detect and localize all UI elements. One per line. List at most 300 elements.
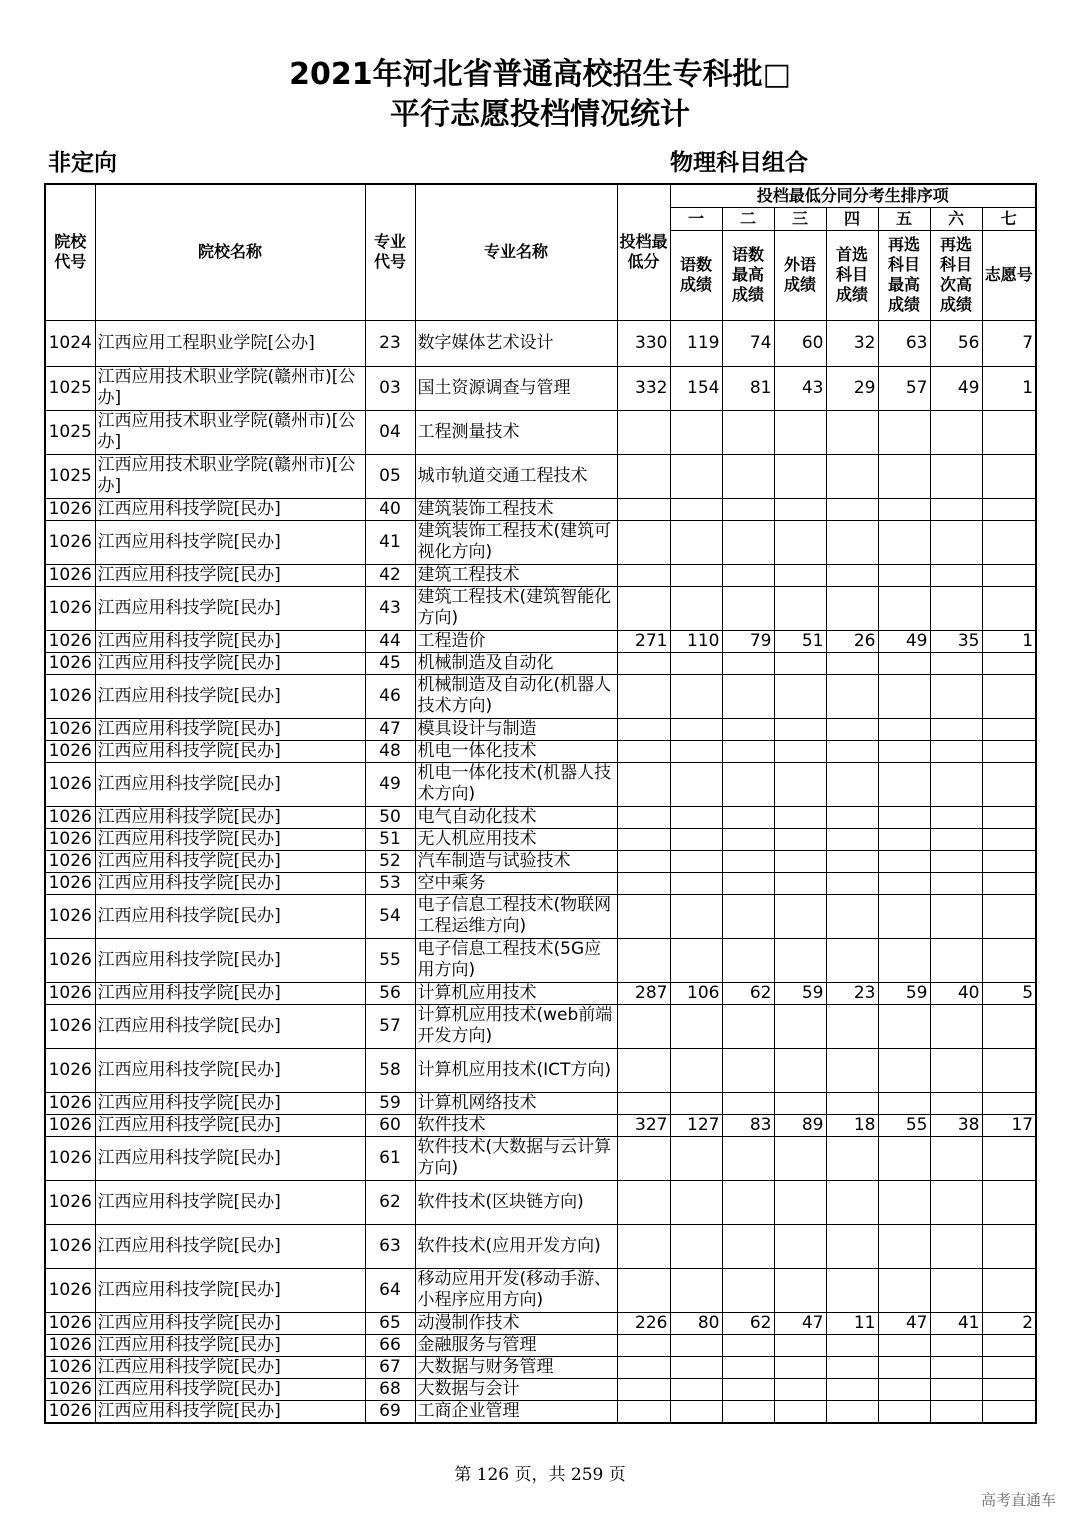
major-code-cell: 05 bbox=[365, 454, 415, 498]
major-name-cell: 空中乘务 bbox=[415, 872, 617, 894]
school-name-cell: 江西应用工程职业学院[公办] bbox=[95, 320, 365, 366]
header-order-5: 五 bbox=[878, 207, 930, 230]
major-code-cell: 54 bbox=[365, 894, 415, 938]
elective-max-cell bbox=[878, 806, 930, 828]
header-min-score: 投档最低分 bbox=[617, 184, 670, 320]
chinese-math-score-cell bbox=[670, 1180, 722, 1224]
min-score-cell bbox=[617, 652, 670, 674]
school-name-cell: 江西应用科技学院[民办] bbox=[95, 828, 365, 850]
foreign-lang-score-cell bbox=[774, 894, 826, 938]
foreign-lang-score-cell bbox=[774, 454, 826, 498]
major-name-cell: 城市轨道交通工程技术 bbox=[415, 454, 617, 498]
header-order-7: 七 bbox=[982, 207, 1036, 230]
school-name-cell: 江西应用科技学院[民办] bbox=[95, 718, 365, 740]
chinese-math-score-cell bbox=[670, 1400, 722, 1423]
chinese-math-max-cell bbox=[722, 410, 774, 454]
chinese-math-score-cell: 106 bbox=[670, 982, 722, 1004]
school-code-cell: 1026 bbox=[45, 1136, 95, 1180]
elective-max-cell bbox=[878, 1356, 930, 1378]
major-code-cell: 55 bbox=[365, 938, 415, 982]
preference-no-cell bbox=[982, 454, 1036, 498]
min-score-cell bbox=[617, 806, 670, 828]
elective-second-cell bbox=[930, 410, 982, 454]
elective-second-cell bbox=[930, 1378, 982, 1400]
min-score-cell bbox=[617, 1004, 670, 1048]
first-subject-score-cell bbox=[826, 564, 878, 586]
foreign-lang-score-cell bbox=[774, 718, 826, 740]
min-score-cell bbox=[617, 1356, 670, 1378]
major-name-cell: 建筑装饰工程技术(建筑可视化方向) bbox=[415, 520, 617, 564]
preference-no-cell bbox=[982, 850, 1036, 872]
min-score-cell bbox=[617, 828, 670, 850]
preference-no-cell bbox=[982, 652, 1036, 674]
table-row bbox=[45, 894, 1036, 938]
chinese-math-score-cell bbox=[670, 1378, 722, 1400]
preference-no-cell: 5 bbox=[982, 982, 1036, 1004]
first-subject-score-cell bbox=[826, 1400, 878, 1423]
first-subject-score-cell bbox=[826, 1268, 878, 1312]
table-row bbox=[45, 1356, 1036, 1378]
preference-no-cell bbox=[982, 498, 1036, 520]
foreign-lang-score-cell bbox=[774, 410, 826, 454]
elective-max-cell bbox=[878, 1268, 930, 1312]
preference-no-cell bbox=[982, 1334, 1036, 1356]
first-subject-score-cell bbox=[826, 1180, 878, 1224]
header-order-6: 六 bbox=[930, 207, 982, 230]
elective-max-cell bbox=[878, 1378, 930, 1400]
foreign-lang-score-cell bbox=[774, 674, 826, 718]
chinese-math-max-cell: 79 bbox=[722, 630, 774, 652]
chinese-math-max-cell: 83 bbox=[722, 1114, 774, 1136]
elective-second-cell bbox=[930, 1136, 982, 1180]
first-subject-score-cell bbox=[826, 520, 878, 564]
chinese-math-score-cell bbox=[670, 410, 722, 454]
min-score-cell bbox=[617, 410, 670, 454]
major-name-cell: 大数据与会计 bbox=[415, 1378, 617, 1400]
school-code-cell: 1026 bbox=[45, 1312, 95, 1334]
elective-second-cell bbox=[930, 1004, 982, 1048]
min-score-cell bbox=[617, 718, 670, 740]
preference-no-cell bbox=[982, 740, 1036, 762]
min-score-cell: 271 bbox=[617, 630, 670, 652]
foreign-lang-score-cell bbox=[774, 1180, 826, 1224]
school-code-cell: 1025 bbox=[45, 366, 95, 410]
min-score-cell bbox=[617, 520, 670, 564]
major-code-cell: 69 bbox=[365, 1400, 415, 1423]
first-subject-score-cell bbox=[826, 674, 878, 718]
major-code-cell: 56 bbox=[365, 982, 415, 1004]
elective-max-cell bbox=[878, 674, 930, 718]
major-code-cell: 44 bbox=[365, 630, 415, 652]
header-first-subject-score: 首选科目成绩 bbox=[826, 230, 878, 320]
school-code-cell: 1024 bbox=[45, 320, 95, 366]
chinese-math-score-cell bbox=[670, 894, 722, 938]
school-code-cell: 1026 bbox=[45, 740, 95, 762]
table-row bbox=[45, 850, 1036, 872]
elective-second-cell bbox=[930, 1356, 982, 1378]
elective-second-cell bbox=[930, 828, 982, 850]
foreign-lang-score-cell bbox=[774, 1268, 826, 1312]
table-row bbox=[45, 320, 1036, 366]
preference-no-cell bbox=[982, 872, 1036, 894]
school-name-cell: 江西应用科技学院[民办] bbox=[95, 1004, 365, 1048]
major-name-cell: 软件技术(应用开发方向) bbox=[415, 1224, 617, 1268]
school-code-cell: 1026 bbox=[45, 850, 95, 872]
preference-no-cell bbox=[982, 520, 1036, 564]
school-name-cell: 江西应用科技学院[民办] bbox=[95, 938, 365, 982]
elective-max-cell bbox=[878, 1048, 930, 1092]
foreign-lang-score-cell bbox=[774, 1048, 826, 1092]
elective-max-cell: 59 bbox=[878, 982, 930, 1004]
school-code-cell: 1026 bbox=[45, 1334, 95, 1356]
header-school-code: 院校代号 bbox=[45, 184, 95, 320]
school-code-cell: 1026 bbox=[45, 520, 95, 564]
elective-max-cell: 55 bbox=[878, 1114, 930, 1136]
elective-max-cell bbox=[878, 828, 930, 850]
chinese-math-max-cell bbox=[722, 1092, 774, 1114]
chinese-math-max-cell bbox=[722, 1268, 774, 1312]
elective-second-cell bbox=[930, 806, 982, 828]
chinese-math-max-cell bbox=[722, 806, 774, 828]
chinese-math-score-cell: 154 bbox=[670, 366, 722, 410]
min-score-cell bbox=[617, 454, 670, 498]
preference-no-cell: 2 bbox=[982, 1312, 1036, 1334]
foreign-lang-score-cell bbox=[774, 498, 826, 520]
min-score-cell bbox=[617, 850, 670, 872]
first-subject-score-cell: 26 bbox=[826, 630, 878, 652]
first-subject-score-cell: 29 bbox=[826, 366, 878, 410]
min-score-cell: 226 bbox=[617, 1312, 670, 1334]
preference-no-cell: 1 bbox=[982, 366, 1036, 410]
chinese-math-max-cell bbox=[722, 762, 774, 806]
major-code-cell: 23 bbox=[365, 320, 415, 366]
elective-max-cell bbox=[878, 1180, 930, 1224]
elective-second-cell bbox=[930, 498, 982, 520]
min-score-cell bbox=[617, 1400, 670, 1423]
chinese-math-score-cell: 127 bbox=[670, 1114, 722, 1136]
elective-max-cell bbox=[878, 454, 930, 498]
chinese-math-score-cell bbox=[670, 1048, 722, 1092]
table-row bbox=[45, 1378, 1036, 1400]
school-code-cell: 1026 bbox=[45, 674, 95, 718]
first-subject-score-cell bbox=[826, 1378, 878, 1400]
major-name-cell: 数字媒体艺术设计 bbox=[415, 320, 617, 366]
school-name-cell: 江西应用科技学院[民办] bbox=[95, 762, 365, 806]
chinese-math-max-cell bbox=[722, 1180, 774, 1224]
table-row bbox=[45, 498, 1036, 520]
foreign-lang-score-cell: 89 bbox=[774, 1114, 826, 1136]
school-name-cell: 江西应用科技学院[民办] bbox=[95, 586, 365, 630]
school-code-cell: 1026 bbox=[45, 1224, 95, 1268]
table-row bbox=[45, 982, 1036, 1004]
major-name-cell: 工程造价 bbox=[415, 630, 617, 652]
first-subject-score-cell bbox=[826, 1136, 878, 1180]
table-row bbox=[45, 410, 1036, 454]
foreign-lang-score-cell bbox=[774, 564, 826, 586]
major-code-cell: 61 bbox=[365, 1136, 415, 1180]
chinese-math-score-cell: 119 bbox=[670, 320, 722, 366]
table-row bbox=[45, 1114, 1036, 1136]
major-name-cell: 工程测量技术 bbox=[415, 410, 617, 454]
first-subject-score-cell bbox=[826, 652, 878, 674]
chinese-math-max-cell bbox=[722, 1004, 774, 1048]
min-score-cell bbox=[617, 938, 670, 982]
school-code-cell: 1026 bbox=[45, 1268, 95, 1312]
major-code-cell: 58 bbox=[365, 1048, 415, 1092]
school-name-cell: 江西应用科技学院[民办] bbox=[95, 498, 365, 520]
foreign-lang-score-cell bbox=[774, 1356, 826, 1378]
first-subject-score-cell bbox=[826, 894, 878, 938]
first-subject-score-cell bbox=[826, 1092, 878, 1114]
preference-no-cell bbox=[982, 564, 1036, 586]
major-name-cell: 动漫制作技术 bbox=[415, 1312, 617, 1334]
preference-no-cell bbox=[982, 410, 1036, 454]
preference-no-cell: 7 bbox=[982, 320, 1036, 366]
major-name-cell: 金融服务与管理 bbox=[415, 1334, 617, 1356]
elective-max-cell bbox=[878, 872, 930, 894]
table-row bbox=[45, 762, 1036, 806]
foreign-lang-score-cell: 51 bbox=[774, 630, 826, 652]
watermark: 高考直通车 bbox=[980, 1491, 1056, 1509]
foreign-lang-score-cell bbox=[774, 1378, 826, 1400]
preference-no-cell bbox=[982, 938, 1036, 982]
header-foreign-lang-score: 外语成绩 bbox=[774, 230, 826, 320]
foreign-lang-score-cell bbox=[774, 938, 826, 982]
elective-second-cell bbox=[930, 1334, 982, 1356]
major-name-cell: 计算机应用技术(web前端开发方向) bbox=[415, 1004, 617, 1048]
page-footer: 第 126 页，共 259 页 bbox=[454, 1465, 626, 1485]
major-code-cell: 67 bbox=[365, 1356, 415, 1378]
min-score-cell: 330 bbox=[617, 320, 670, 366]
chinese-math-max-cell: 62 bbox=[722, 1312, 774, 1334]
preference-no-cell: 17 bbox=[982, 1114, 1036, 1136]
major-name-cell: 软件技术(大数据与云计算方向) bbox=[415, 1136, 617, 1180]
school-code-cell: 1026 bbox=[45, 652, 95, 674]
table-row bbox=[45, 586, 1036, 630]
first-subject-score-cell bbox=[826, 806, 878, 828]
elective-max-cell bbox=[878, 1004, 930, 1048]
school-name-cell: 江西应用科技学院[民办] bbox=[95, 630, 365, 652]
school-code-cell: 1026 bbox=[45, 1004, 95, 1048]
chinese-math-score-cell bbox=[670, 850, 722, 872]
preference-no-cell bbox=[982, 1268, 1036, 1312]
header-order-3: 三 bbox=[774, 207, 826, 230]
elective-second-cell bbox=[930, 674, 982, 718]
min-score-cell: 327 bbox=[617, 1114, 670, 1136]
school-name-cell: 江西应用科技学院[民办] bbox=[95, 1114, 365, 1136]
major-name-cell: 模具设计与制造 bbox=[415, 718, 617, 740]
chinese-math-score-cell bbox=[670, 740, 722, 762]
table-row bbox=[45, 872, 1036, 894]
foreign-lang-score-cell: 59 bbox=[774, 982, 826, 1004]
admission-table bbox=[44, 183, 1037, 1424]
preference-no-cell bbox=[982, 674, 1036, 718]
page-title-line2: 平行志愿投档情况统计 bbox=[390, 97, 690, 132]
table-row bbox=[45, 564, 1036, 586]
major-code-cell: 41 bbox=[365, 520, 415, 564]
elective-second-cell: 38 bbox=[930, 1114, 982, 1136]
elective-second-cell bbox=[930, 1400, 982, 1423]
school-name-cell: 江西应用科技学院[民办] bbox=[95, 674, 365, 718]
major-name-cell: 计算机应用技术 bbox=[415, 982, 617, 1004]
first-subject-score-cell bbox=[826, 938, 878, 982]
foreign-lang-score-cell: 43 bbox=[774, 366, 826, 410]
first-subject-score-cell bbox=[826, 1356, 878, 1378]
major-name-cell: 电气自动化技术 bbox=[415, 806, 617, 828]
elective-second-cell bbox=[930, 564, 982, 586]
first-subject-score-cell bbox=[826, 1334, 878, 1356]
school-code-cell: 1026 bbox=[45, 894, 95, 938]
preference-no-cell bbox=[982, 1356, 1036, 1378]
chinese-math-max-cell bbox=[722, 652, 774, 674]
chinese-math-score-cell bbox=[670, 828, 722, 850]
major-code-cell: 04 bbox=[365, 410, 415, 454]
elective-max-cell bbox=[878, 1334, 930, 1356]
school-name-cell: 江西应用科技学院[民办] bbox=[95, 740, 365, 762]
min-score-cell bbox=[617, 586, 670, 630]
chinese-math-max-cell bbox=[722, 454, 774, 498]
school-name-cell: 江西应用科技学院[民办] bbox=[95, 1092, 365, 1114]
foreign-lang-score-cell bbox=[774, 1136, 826, 1180]
major-name-cell: 工商企业管理 bbox=[415, 1400, 617, 1423]
major-name-cell: 机械制造及自动化(机器人技术方向) bbox=[415, 674, 617, 718]
major-name-cell: 建筑装饰工程技术 bbox=[415, 498, 617, 520]
table-row bbox=[45, 1334, 1036, 1356]
school-code-cell: 1025 bbox=[45, 454, 95, 498]
chinese-math-max-cell bbox=[722, 718, 774, 740]
table-row bbox=[45, 1004, 1036, 1048]
chinese-math-score-cell bbox=[670, 652, 722, 674]
elective-second-cell bbox=[930, 1180, 982, 1224]
major-name-cell: 国土资源调查与管理 bbox=[415, 366, 617, 410]
first-subject-score-cell: 18 bbox=[826, 1114, 878, 1136]
major-code-cell: 63 bbox=[365, 1224, 415, 1268]
chinese-math-max-cell bbox=[722, 564, 774, 586]
header-tiebreak-group: 投档最低分同分考生排序项 bbox=[670, 184, 1036, 207]
table-row bbox=[45, 674, 1036, 718]
header-chinese-math-score: 语数成绩 bbox=[670, 230, 722, 320]
chinese-math-max-cell bbox=[722, 740, 774, 762]
preference-no-cell: 1 bbox=[982, 630, 1036, 652]
school-name-cell: 江西应用科技学院[民办] bbox=[95, 1224, 365, 1268]
chinese-math-score-cell bbox=[670, 564, 722, 586]
elective-max-cell: 63 bbox=[878, 320, 930, 366]
chinese-math-max-cell bbox=[722, 586, 774, 630]
foreign-lang-score-cell bbox=[774, 1400, 826, 1423]
elective-second-cell bbox=[930, 718, 982, 740]
chinese-math-max-cell bbox=[722, 1400, 774, 1423]
school-name-cell: 江西应用技术职业学院(赣州市)[公办] bbox=[95, 454, 365, 498]
table-row bbox=[45, 366, 1036, 410]
table-row bbox=[45, 520, 1036, 564]
elective-max-cell bbox=[878, 850, 930, 872]
elective-max-cell bbox=[878, 498, 930, 520]
elective-max-cell bbox=[878, 652, 930, 674]
elective-second-cell: 49 bbox=[930, 366, 982, 410]
foreign-lang-score-cell bbox=[774, 586, 826, 630]
preference-no-cell bbox=[982, 1378, 1036, 1400]
school-code-cell: 1026 bbox=[45, 828, 95, 850]
first-subject-score-cell bbox=[826, 586, 878, 630]
school-code-cell: 1026 bbox=[45, 872, 95, 894]
foreign-lang-score-cell bbox=[774, 806, 826, 828]
min-score-cell bbox=[617, 1268, 670, 1312]
foreign-lang-score-cell bbox=[774, 872, 826, 894]
chinese-math-score-cell bbox=[670, 762, 722, 806]
chinese-math-max-cell bbox=[722, 1136, 774, 1180]
major-code-cell: 68 bbox=[365, 1378, 415, 1400]
elective-max-cell: 57 bbox=[878, 366, 930, 410]
chinese-math-score-cell bbox=[670, 806, 722, 828]
major-name-cell: 无人机应用技术 bbox=[415, 828, 617, 850]
min-score-cell bbox=[617, 674, 670, 718]
chinese-math-score-cell bbox=[670, 872, 722, 894]
preference-no-cell bbox=[982, 718, 1036, 740]
table-row bbox=[45, 828, 1036, 850]
table-row bbox=[45, 630, 1036, 652]
school-name-cell: 江西应用科技学院[民办] bbox=[95, 1312, 365, 1334]
foreign-lang-score-cell bbox=[774, 1334, 826, 1356]
school-code-cell: 1026 bbox=[45, 564, 95, 586]
school-code-cell: 1026 bbox=[45, 1378, 95, 1400]
elective-second-cell bbox=[930, 894, 982, 938]
major-name-cell: 电子信息工程技术(物联网工程运维方向) bbox=[415, 894, 617, 938]
chinese-math-max-cell bbox=[722, 1334, 774, 1356]
elective-max-cell bbox=[878, 938, 930, 982]
chinese-math-max-cell: 62 bbox=[722, 982, 774, 1004]
first-subject-score-cell bbox=[826, 1048, 878, 1092]
major-code-cell: 46 bbox=[365, 674, 415, 718]
elective-max-cell bbox=[878, 1092, 930, 1114]
preference-no-cell bbox=[982, 1400, 1036, 1423]
major-name-cell: 计算机应用技术(ICT方向) bbox=[415, 1048, 617, 1092]
elective-max-cell bbox=[878, 586, 930, 630]
school-name-cell: 江西应用科技学院[民办] bbox=[95, 1136, 365, 1180]
header-order-4: 四 bbox=[826, 207, 878, 230]
elective-max-cell bbox=[878, 894, 930, 938]
foreign-lang-score-cell bbox=[774, 652, 826, 674]
chinese-math-score-cell bbox=[670, 520, 722, 564]
school-code-cell: 1026 bbox=[45, 630, 95, 652]
school-name-cell: 江西应用技术职业学院(赣州市)[公办] bbox=[95, 366, 365, 410]
first-subject-score-cell: 11 bbox=[826, 1312, 878, 1334]
foreign-lang-score-cell bbox=[774, 1004, 826, 1048]
major-name-cell: 机电一体化技术(机器人技术方向) bbox=[415, 762, 617, 806]
header-major-code: 专业代号 bbox=[365, 184, 415, 320]
major-name-cell: 软件技术 bbox=[415, 1114, 617, 1136]
min-score-cell bbox=[617, 1136, 670, 1180]
elective-second-cell bbox=[930, 454, 982, 498]
foreign-lang-score-cell bbox=[774, 520, 826, 564]
table-row bbox=[45, 652, 1036, 674]
first-subject-score-cell bbox=[826, 850, 878, 872]
school-name-cell: 江西应用科技学院[民办] bbox=[95, 806, 365, 828]
table-row bbox=[45, 454, 1036, 498]
chinese-math-score-cell bbox=[670, 1268, 722, 1312]
header-preference-no: 志愿号 bbox=[982, 230, 1036, 320]
min-score-cell bbox=[617, 1180, 670, 1224]
first-subject-score-cell bbox=[826, 718, 878, 740]
chinese-math-max-cell bbox=[722, 1224, 774, 1268]
major-code-cell: 40 bbox=[365, 498, 415, 520]
min-score-cell bbox=[617, 564, 670, 586]
school-name-cell: 江西应用科技学院[民办] bbox=[95, 850, 365, 872]
min-score-cell: 332 bbox=[617, 366, 670, 410]
elective-second-cell bbox=[930, 1092, 982, 1114]
table-row bbox=[45, 1312, 1036, 1334]
major-name-cell: 计算机网络技术 bbox=[415, 1092, 617, 1114]
major-name-cell: 机械制造及自动化 bbox=[415, 652, 617, 674]
